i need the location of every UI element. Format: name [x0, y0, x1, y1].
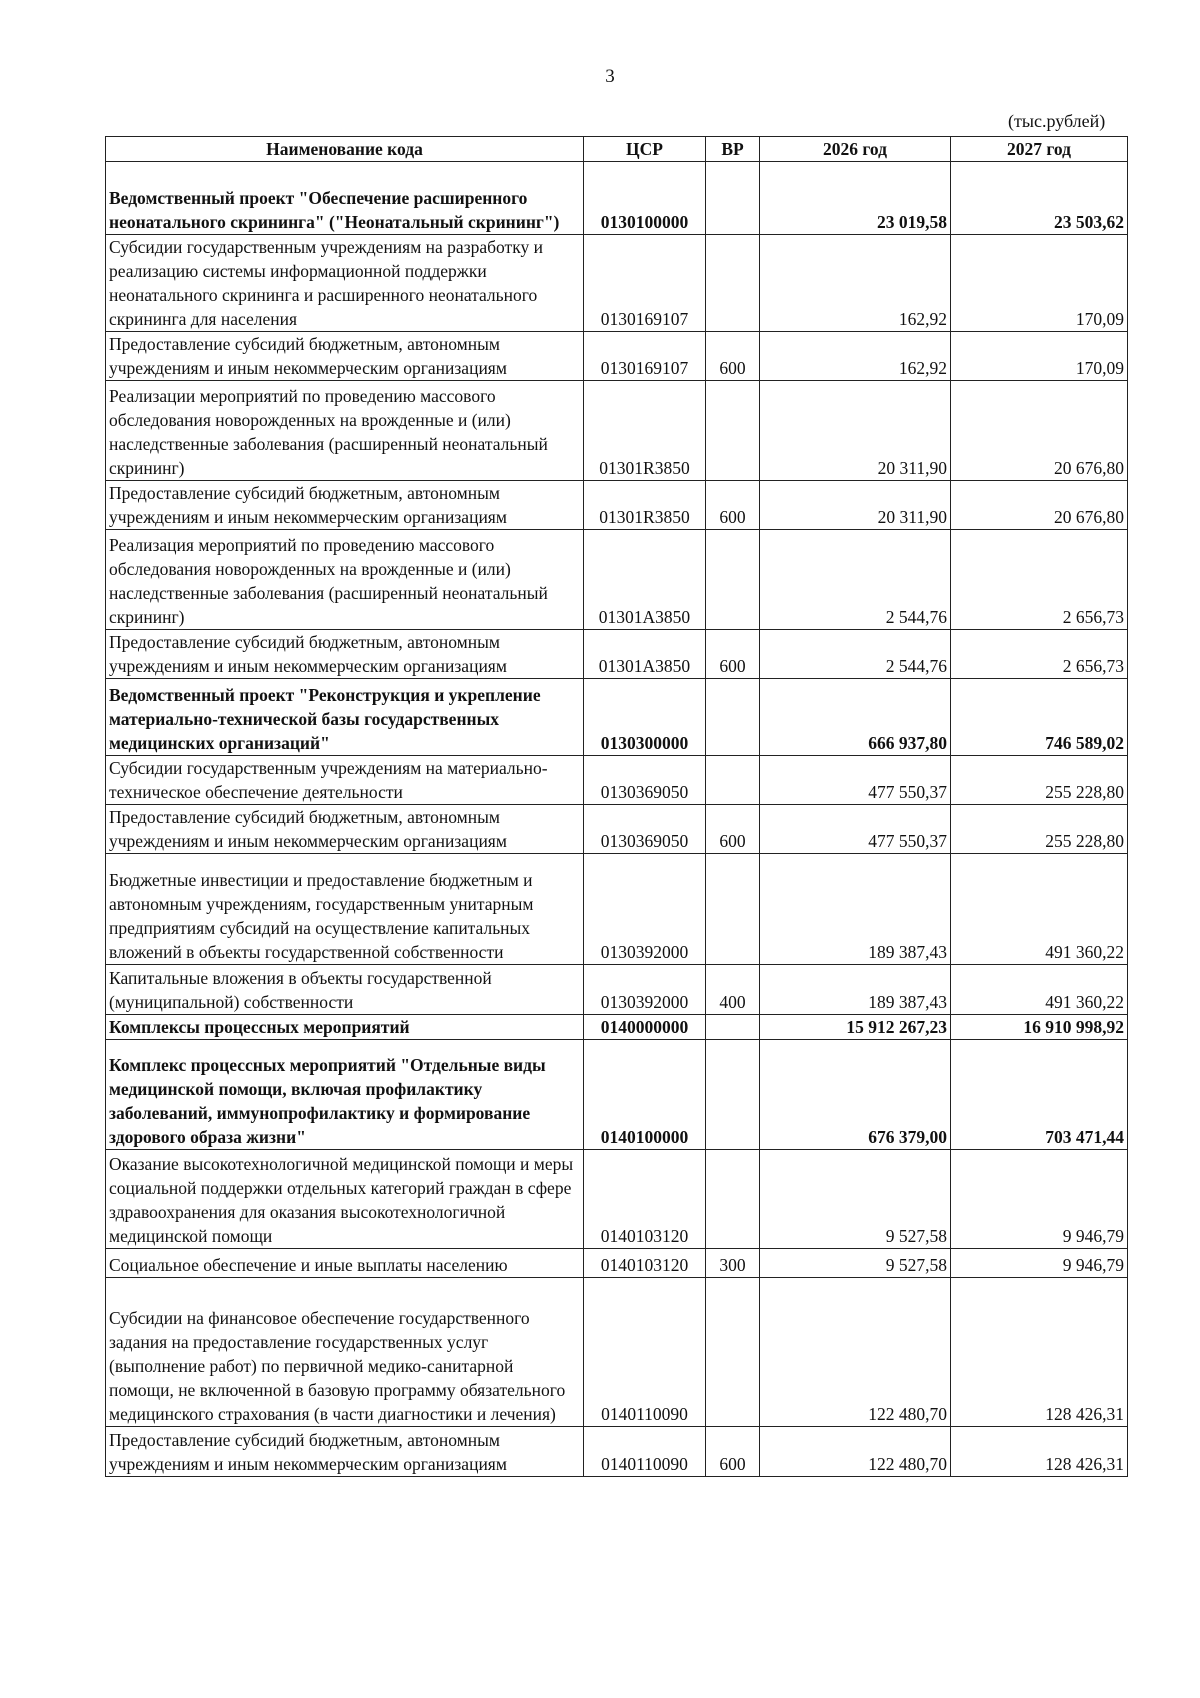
row-vr	[706, 756, 760, 805]
row-name: Предоставление субсидий бюджетным, автономным учреждениям и иным некоммерческим организациям	[106, 630, 584, 679]
column-header-2027: 2027 год	[951, 137, 1128, 162]
row-vr	[706, 1040, 760, 1150]
table-row	[106, 530, 1128, 630]
row-name: Субсидии государственным учреждениям на разработку и реализацию системы информационной поддержки неонатального скрининга и расширенного неонатального скрининга для населения	[106, 235, 584, 332]
row-csr: 0130300000	[584, 679, 706, 756]
table-header-row	[106, 137, 1128, 162]
row-name: Ведомственный проект "Обеспечение расширенного неонатального скрининга" ("Неонатальный скрининг")	[106, 162, 584, 235]
row-csr: 0140000000	[584, 1015, 706, 1040]
row-csr: 0140100000	[584, 1040, 706, 1150]
row-name: Субсидии государственным учреждениям на материально-техническое обеспечение деятельности	[106, 756, 584, 805]
row-csr: 0140110090	[584, 1278, 706, 1427]
row-csr: 01301A3850	[584, 530, 706, 630]
column-header-name: Наименование кода	[106, 137, 584, 162]
row-2027: 2 656,73	[951, 530, 1128, 630]
row-vr: 600	[706, 805, 760, 854]
row-vr: 600	[706, 630, 760, 679]
row-2026: 477 550,37	[760, 805, 951, 854]
row-vr	[706, 679, 760, 756]
row-name: Комплексы процессных мероприятий	[106, 1015, 584, 1040]
row-name: Ведомственный проект "Реконструкция и укрепление материально-технической базы государственных медицинских организаций"	[106, 679, 584, 756]
row-name: Предоставление субсидий бюджетным, автономным учреждениям и иным некоммерческим организациям	[106, 805, 584, 854]
table-row	[106, 805, 1128, 854]
page-number: 3	[605, 66, 615, 87]
row-2026: 20 311,90	[760, 481, 951, 530]
row-vr	[706, 381, 760, 481]
table-row	[106, 481, 1128, 530]
row-2026: 122 480,70	[760, 1278, 951, 1427]
row-csr: 0130169107	[584, 235, 706, 332]
row-csr: 0130369050	[584, 756, 706, 805]
row-name: Предоставление субсидий бюджетным, автономным учреждениям и иным некоммерческим организациям	[106, 481, 584, 530]
table-row	[106, 162, 1128, 235]
row-2026: 162,92	[760, 332, 951, 381]
row-csr: 0130392000	[584, 965, 706, 1015]
row-vr: 600	[706, 481, 760, 530]
row-name: Предоставление субсидий бюджетным, автономным учреждениям и иным некоммерческим организациям	[106, 1427, 584, 1477]
row-vr	[706, 235, 760, 332]
row-2027: 23 503,62	[951, 162, 1128, 235]
row-2027: 16 910 998,92	[951, 1015, 1128, 1040]
units-label: (тыс.рублей)	[1008, 111, 1106, 131]
row-2026: 189 387,43	[760, 965, 951, 1015]
row-2027: 128 426,31	[951, 1427, 1128, 1477]
budget-table	[105, 136, 1128, 1477]
row-csr: 0130169107	[584, 332, 706, 381]
column-header-2026: 2026 год	[760, 137, 951, 162]
table-row	[106, 332, 1128, 381]
row-name: Бюджетные инвестиции и предоставление бюджетным и автономным учреждениям, государственным унитарным предприятиям субсидий на осуществление капитальных вложений в объекты государственной собственности	[106, 854, 584, 965]
row-2027: 2 656,73	[951, 630, 1128, 679]
row-2026: 162,92	[760, 235, 951, 332]
row-name: Реализация мероприятий по проведению массового обследования новорожденных на врожденные и (или) наследственные заболевания (расширенный неонатальный скрининг)	[106, 530, 584, 630]
row-2026: 9 527,58	[760, 1150, 951, 1249]
row-csr: 0130392000	[584, 854, 706, 965]
row-2026: 666 937,80	[760, 679, 951, 756]
row-vr	[706, 854, 760, 965]
row-csr: 01301R3850	[584, 381, 706, 481]
row-vr: 300	[706, 1249, 760, 1278]
row-2027: 746 589,02	[951, 679, 1128, 756]
row-vr	[706, 530, 760, 630]
row-csr: 01301R3850	[584, 481, 706, 530]
row-2027: 255 228,80	[951, 756, 1128, 805]
table-row	[106, 1015, 1128, 1040]
row-name: Реализации мероприятий по проведению массового обследования новорожденных на врожденные и (или) наследственные заболевания (расширенный неонатальный скрининг)	[106, 381, 584, 481]
row-2027: 20 676,80	[951, 481, 1128, 530]
row-2027: 703 471,44	[951, 1040, 1128, 1150]
row-vr: 400	[706, 965, 760, 1015]
row-2027: 128 426,31	[951, 1278, 1128, 1427]
row-name: Оказание высокотехнологичной медицинской помощи и меры социальной поддержки отдельных категорий граждан в сфере здравоохранения для оказания высокотехнологичной медицинской помощи	[106, 1150, 584, 1249]
row-2026: 20 311,90	[760, 381, 951, 481]
row-2027: 170,09	[951, 332, 1128, 381]
row-2027: 255 228,80	[951, 805, 1128, 854]
row-2027: 491 360,22	[951, 854, 1128, 965]
row-vr	[706, 1015, 760, 1040]
row-2027: 170,09	[951, 235, 1128, 332]
row-name: Капитальные вложения в объекты государственной (муниципальной) собственности	[106, 965, 584, 1015]
row-csr: 0140103120	[584, 1249, 706, 1278]
row-csr: 0140103120	[584, 1150, 706, 1249]
row-name: Социальное обеспечение и иные выплаты населению	[106, 1249, 584, 1278]
table-row	[106, 235, 1128, 332]
row-2027: 9 946,79	[951, 1249, 1128, 1278]
table-row	[106, 679, 1128, 756]
row-2026: 676 379,00	[760, 1040, 951, 1150]
row-name: Предоставление субсидий бюджетным, автономным учреждениям и иным некоммерческим организациям	[106, 332, 584, 381]
row-2026: 23 019,58	[760, 162, 951, 235]
row-csr: 0140110090	[584, 1427, 706, 1477]
table-row	[106, 630, 1128, 679]
row-2026: 9 527,58	[760, 1249, 951, 1278]
row-name: Комплекс процессных мероприятий "Отдельные виды медицинской помощи, включая профилактику заболеваний, иммунопрофилактику и формирование здорового образа жизни"	[106, 1040, 584, 1150]
column-header-vr: ВР	[706, 137, 760, 162]
row-2027: 9 946,79	[951, 1150, 1128, 1249]
row-2027: 20 676,80	[951, 381, 1128, 481]
row-csr: 01301A3850	[584, 630, 706, 679]
row-vr	[706, 162, 760, 235]
table-row	[106, 965, 1128, 1015]
row-2026: 477 550,37	[760, 756, 951, 805]
table-row	[106, 1427, 1128, 1477]
row-2026: 2 544,76	[760, 530, 951, 630]
row-csr: 0130369050	[584, 805, 706, 854]
row-vr: 600	[706, 332, 760, 381]
table-row	[106, 1150, 1128, 1249]
table-row	[106, 1278, 1128, 1427]
table-row	[106, 1040, 1128, 1150]
row-name: Субсидии на финансовое обеспечение государственного задания на предоставление государственных услуг (выполнение работ) по первичной медико-санитарной помощи, не включенной в базовую программу обязательного медицинского страхования (в части диагностики и лечения)	[106, 1278, 584, 1427]
row-vr: 600	[706, 1427, 760, 1477]
table-row	[106, 1249, 1128, 1278]
row-2026: 15 912 267,23	[760, 1015, 951, 1040]
column-header-csr: ЦСР	[584, 137, 706, 162]
table-row	[106, 756, 1128, 805]
row-2026: 189 387,43	[760, 854, 951, 965]
row-vr	[706, 1278, 760, 1427]
table-row	[106, 381, 1128, 481]
row-2026: 122 480,70	[760, 1427, 951, 1477]
row-2027: 491 360,22	[951, 965, 1128, 1015]
table-row	[106, 854, 1128, 965]
row-2026: 2 544,76	[760, 630, 951, 679]
row-csr: 0130100000	[584, 162, 706, 235]
row-vr	[706, 1150, 760, 1249]
